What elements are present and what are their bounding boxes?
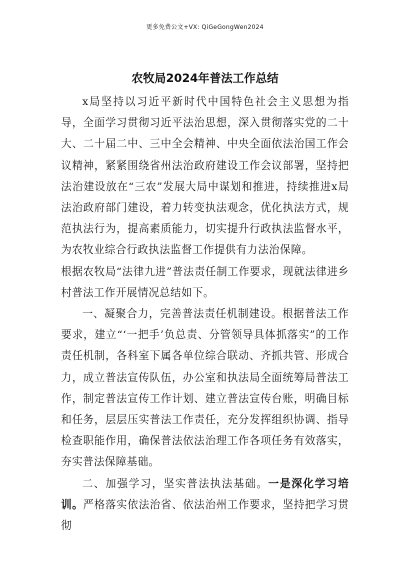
section-2-bold-subheading: 一是深化学习培训。 (61, 477, 349, 511)
paragraph-summary-lead: 根据农牧局“法律九进”普法责任制工作要求，现就法律进乡村普法工作开展情况总结如下。 (61, 265, 349, 299)
document-title: 农牧局2024年普法工作总结 (131, 71, 279, 85)
section-2-heading: 二、加强学习，坚实普法执法基础。 (82, 477, 269, 490)
paragraph-intro: x局坚持以习近平新时代中国特色社会主义思想为指导，全面学习贯彻习近平法治思想，深入贯彻落实党的二十大、二十届二中、三中全会精神、中央全面依法治国工作会议精神，紧紧围绕省州法治政府建设工作会议部署，坚持把法治建设放在“三农”发展大局中谋划和推进，持续推进x局法治政府部门建设，着力转变执法观念，优化执法方式，规范执法行为，提高素质能力，切实提升行政执法监督水平，为农牧业综合行政执法监督工作提供有力法治保障。 (61, 96, 349, 257)
paragraph-section-2 (61, 474, 349, 538)
document-body (61, 92, 349, 537)
header-note: 更多免费公文+VX: QiGeGongWen2024 (146, 24, 264, 31)
paragraph-section-1: 一、凝聚合力，完善普法责任机制建设。根据普法工作要求，建立“‘一把手’负总责、分管领导具体抓落实”的工作责任机制，各科室下属各单位综合联动、齐抓共管、形成合力，成立普法宣传队伍，办公室和执法局全面统筹局普法工作，制定普法宣传工作计划、建立普法宣传台账，明确目标和任务，层层压实普法工作责任，充分发挥组织协调、指导检查职能作用，确保普法依法治理工作各项任务有效落实，夯实普法保障基础。 (61, 308, 349, 469)
section-2-continuation: 严格落实依法治省、依法治州工作要求，坚持把学习贯彻 (61, 498, 349, 533)
